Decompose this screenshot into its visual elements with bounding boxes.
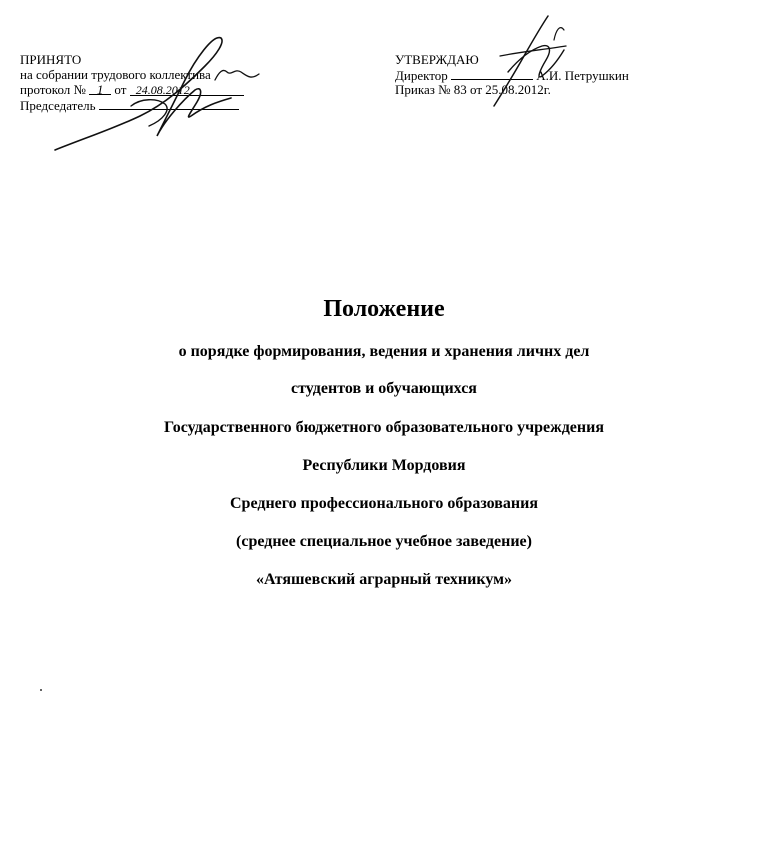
chairman-signature-line: [99, 97, 239, 110]
accepted-block: [20, 52, 244, 112]
subtitle-line-4: Республики Мордовия: [302, 457, 466, 474]
protocol-line: [20, 82, 244, 97]
scan-speck: [40, 689, 42, 691]
order-line: Приказ № 83 от 25.08.2012г.: [395, 82, 551, 97]
subtitle-line-7: «Атяшевский аграрный техникум»: [255, 571, 512, 588]
subtitle-line-2: студентов и обучающихся: [291, 380, 477, 397]
director-line: [395, 67, 629, 82]
protocol-date-label: от: [114, 82, 127, 97]
protocol-number: 1: [89, 82, 111, 95]
subtitle-line-3: Государственного бюджетного образовательного учреждения: [164, 419, 604, 436]
chairman-line: [20, 97, 244, 112]
accepted-meeting-line: на собрании трудового коллектива: [20, 67, 211, 82]
approved-heading: УТВЕРЖДАЮ: [395, 52, 479, 67]
protocol-date-value: 24.08.2012.: [130, 83, 244, 96]
subtitle-line-1: о порядке формирования, ведения и хранения личнх дел: [178, 343, 590, 360]
subtitle-line-6: (среднее специальное учебное заведение): [236, 533, 532, 550]
subtitle-line-5: Среднего профессионального образования: [230, 495, 538, 512]
director-name: А.И. Петрушкин: [536, 68, 629, 83]
protocol-label: протокол №: [20, 82, 86, 97]
accepted-heading: ПРИНЯТО: [20, 52, 82, 67]
director-label: Директор: [395, 68, 448, 83]
chairman-label: Председатель: [20, 98, 96, 113]
director-signature-line: [451, 67, 533, 80]
document-title: Положение: [323, 296, 445, 322]
approved-block: [395, 52, 629, 97]
